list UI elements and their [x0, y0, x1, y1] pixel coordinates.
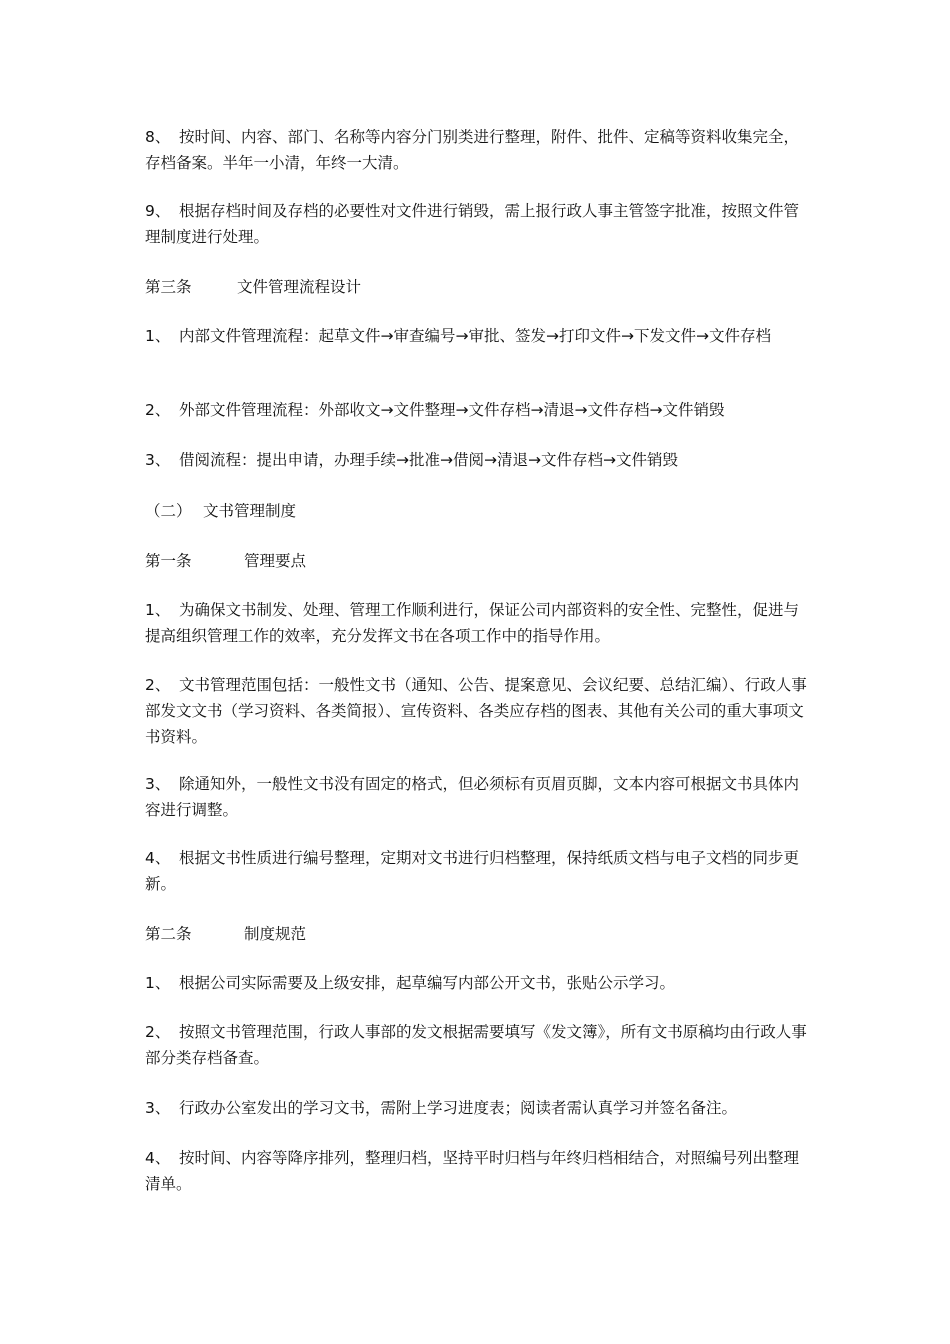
- list-item: [145, 672, 810, 750]
- item-text: 根据文书性质进行编号整理，定期对文书进行归档整理，保持纸质文档与电子文档的同步更新。: [145, 849, 800, 893]
- item-number: 2、: [145, 401, 171, 419]
- item-text: 外部文件管理流程：外部收文→文件整理→文件存档→清退→文件存档→文件销毁: [179, 401, 725, 419]
- section-label: 第二条: [145, 925, 192, 943]
- list-item: [145, 447, 810, 473]
- item-number: 1、: [145, 601, 171, 619]
- item-number: 1、: [145, 974, 171, 992]
- list-item: [145, 323, 810, 349]
- item-text: 根据存档时间及存档的必要性对文件进行销毁，需上报行政人事主管签字批准，按照文件管理制度进行处理。: [145, 202, 800, 246]
- item-number: 4、: [145, 1149, 171, 1167]
- list-item: [145, 1145, 810, 1197]
- list-item: [145, 198, 810, 250]
- section-title: 文件管理流程设计: [237, 278, 362, 296]
- section-heading: [145, 498, 296, 524]
- item-number: 2、: [145, 676, 171, 694]
- list-item: [145, 1095, 810, 1121]
- item-text: 除通知外，一般性文书没有固定的格式，但必须标有页眉页脚，文本内容可根据文书具体内容进行调整。: [145, 775, 800, 819]
- item-number: 1、: [145, 327, 171, 345]
- list-item: [145, 1019, 810, 1071]
- list-item: [145, 970, 810, 996]
- list-item: [145, 597, 810, 649]
- list-item: [145, 771, 810, 823]
- item-text: 借阅流程：提出申请，办理手续→批准→借阅→清退→文件存档→文件销毁: [179, 451, 678, 469]
- item-text: 文书管理范围包括：一般性文书（通知、公告、提案意见、会议纪要、总结汇编）、行政人事部发文文书（学习资料、各类简报）、宣传资料、各类应存档的图表、其他有关公司的重大事项文书资料。: [145, 676, 807, 746]
- item-number: 3、: [145, 1099, 171, 1117]
- item-number: 4、: [145, 849, 171, 867]
- item-text: 按时间、内容、部门、名称等内容分门别类进行整理，附件、批件、定稿等资料收集完全，存档备案。半年一小清，年终一大清。: [145, 128, 800, 172]
- list-item: [145, 397, 810, 423]
- item-text: 为确保文书制发、处理、管理工作顺利进行，保证公司内部资料的安全性、完整性，促进与提高组织管理工作的效率，充分发挥文书在各项工作中的指导作用。: [145, 601, 800, 645]
- list-item: [145, 124, 810, 176]
- item-number: 9、: [145, 202, 171, 220]
- section-label: （二）: [145, 502, 192, 520]
- section-heading: [145, 548, 306, 574]
- item-text: 按时间、内容等降序排列，整理归档，坚持平时归档与年终归档相结合，对照编号列出整理清单。: [145, 1149, 800, 1193]
- section-heading: [145, 274, 361, 300]
- item-number: 3、: [145, 451, 171, 469]
- section-label: 第一条: [145, 552, 192, 570]
- section-label: 第三条: [145, 278, 192, 296]
- item-text: 按照文书管理范围，行政人事部的发文根据需要填写《发文簿》，所有文书原稿均由行政人事部分类存档备查。: [145, 1023, 807, 1067]
- item-text: 根据公司实际需要及上级安排，起草编写内部公开文书，张贴公示学习。: [179, 974, 676, 992]
- item-number: 2、: [145, 1023, 171, 1041]
- section-title: 制度规范: [244, 925, 307, 943]
- section-heading: [145, 921, 306, 947]
- item-text: 行政办公室发出的学习文书，需附上学习进度表；阅读者需认真学习并签名备注。: [179, 1099, 738, 1117]
- list-item: [145, 845, 810, 897]
- item-number: 3、: [145, 775, 171, 793]
- item-number: 8、: [145, 128, 171, 146]
- section-title: 管理要点: [244, 552, 307, 570]
- section-title: 文书管理制度: [203, 502, 297, 520]
- item-text: 内部文件管理流程：起草文件→审查编号→审批、签发→打印文件→下发文件→文件存档: [179, 327, 771, 345]
